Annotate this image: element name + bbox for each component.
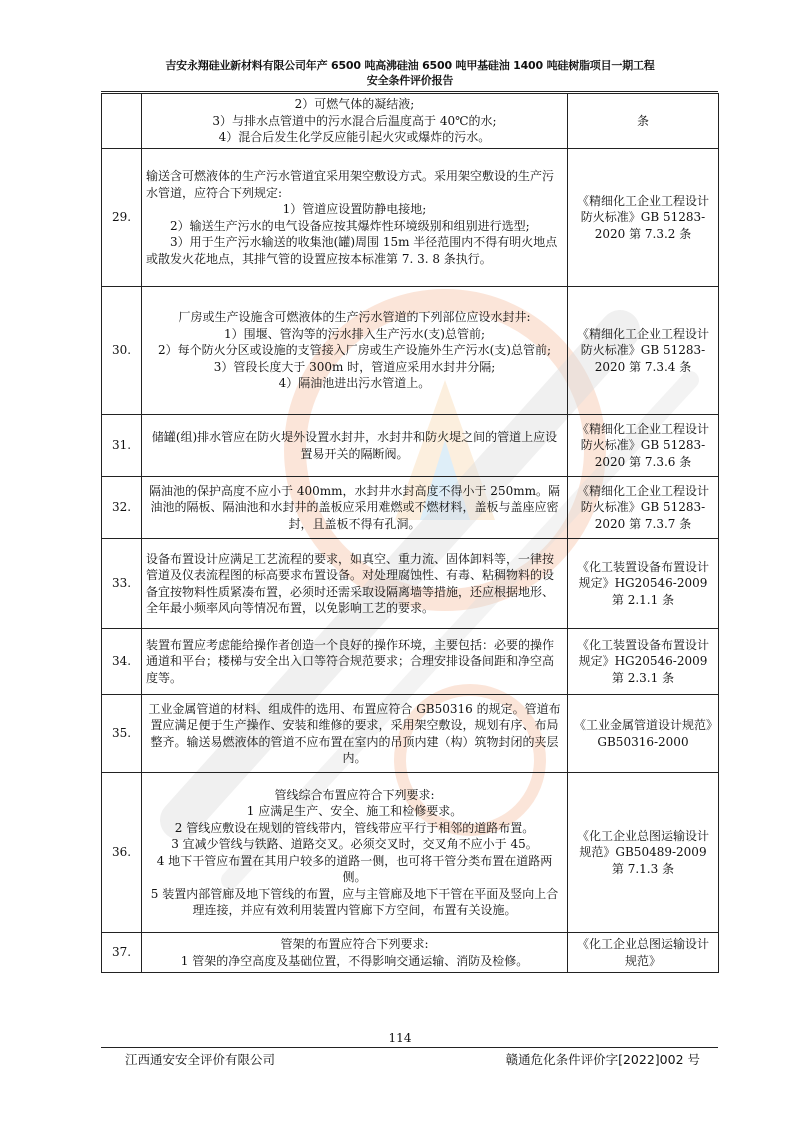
page-number: 114 — [388, 1031, 412, 1045]
requirement-line: 储罐(组)排水管应在防火堤外设置水封井，水封井和防火堤之间的管道上应设置易开关的隔断阀。 — [151, 430, 558, 461]
requirement-content — [142, 149, 568, 287]
requirement-line: 1 管架的净空高度及基础位置，不得影响交通运输、消防及检修。 — [180, 953, 529, 968]
report-title: 吉安永翔硅业新材料有限公司年产 6500 吨高沸硅油 6500 吨甲基硅油 1400 吨硅树脂项目一期工程 — [165, 59, 655, 72]
footer-company: 江西通安安全评价有限公司 — [125, 1052, 276, 1067]
requirement-content — [142, 287, 568, 415]
table-row — [102, 539, 719, 629]
table-row — [102, 94, 719, 149]
standard-reference: 《化工企业总图运输设计规范》GB50489-2009 第 7.1.3 条 — [568, 773, 719, 933]
requirement-line: 厂房或生产设施含可燃液体的生产污水管道的下列部位应设水封井: — [178, 310, 531, 325]
table-row — [102, 287, 719, 415]
requirement-line: 3 宜减少管线与铁路、道路交叉。必须交叉时，交叉角不应小于 45。 — [171, 837, 538, 851]
requirement-content — [142, 539, 568, 629]
row-number: 33. — [102, 539, 142, 629]
requirement-content — [142, 477, 568, 539]
standard-reference: 条 — [568, 94, 719, 149]
row-number: 34. — [102, 629, 142, 695]
report-header — [100, 58, 720, 88]
row-number: 29. — [102, 149, 142, 287]
requirement-content — [142, 415, 568, 477]
header-rule — [101, 91, 718, 92]
requirement-content — [142, 94, 568, 149]
row-number: 30. — [102, 287, 142, 415]
requirement-line: 1 应满足生产、安全、施工和检修要求。 — [246, 804, 463, 818]
requirement-line: 3）与排水点管道中的污水混合后温度高于 40℃的水; — [212, 113, 497, 128]
requirement-line: 2）可燃气体的凝结液; — [294, 97, 415, 112]
requirement-line: 设备布置设计应满足工艺流程的要求，如真空、重力流、固体卸料等，一律按管道及仪表流程图的标高要求布置设备。对处理腐蚀性、有毒、粘稠物料的设备宜按物料性质紧凑布置，必须时还需采取设隔离墙等措施，还应根据地形、全年最小频率风向等情况布置，以免影响工艺的要求。 — [146, 551, 555, 615]
requirement-line: 5 装置内部管廊及地下管线的布置，应与主管廊及地下干管在平面及竖向上合理连接，并应有效利用装置内管廊下方空间，布置有关设施。 — [150, 886, 559, 917]
requirement-line: 2）输送生产污水的电气设备应按其爆炸性环境级别和组别进行选型; — [170, 218, 530, 233]
requirement-line: 管架的布置应符合下列要求: — [280, 937, 429, 951]
requirement-content — [142, 933, 568, 973]
requirement-content — [142, 773, 568, 933]
requirement-line: 3）管段长度大于 300m 时，管道应采用水封井分隔; — [213, 359, 496, 374]
table-row — [102, 149, 719, 287]
requirement-content — [142, 695, 568, 773]
requirement-line: 3）用于生产污水输送的收集池(罐)周围 15m 半径范围内不得有明火地点或散发火花地点，其排气管的设置应按本标准第 7. 3. 8 条执行。 — [146, 235, 558, 266]
requirement-line: 4 地下干管应布置在其用户较多的道路一侧，也可将干管分类布置在道路两侧。 — [156, 853, 553, 884]
table-row — [102, 477, 719, 539]
requirements-table — [101, 93, 719, 973]
requirement-line: 1）围堰、管沟等的污水排入生产污水(支)总管前; — [223, 326, 486, 341]
row-number — [102, 94, 142, 149]
requirement-line: 4）隔油池进出污水管道上。 — [278, 376, 431, 391]
row-number: 31. — [102, 415, 142, 477]
standard-reference: 《化工装置设备布置设计规定》HG20546-2009 第 2.3.1 条 — [568, 629, 719, 695]
standard-reference: 《精细化工企业工程设计防火标准》GB 51283-2020 第 7.3.7 条 — [568, 477, 719, 539]
row-number: 37. — [102, 933, 142, 973]
table-row — [102, 773, 719, 933]
requirement-line: 4）混合后发生化学反应能引起火灾或爆炸的污水。 — [218, 130, 491, 145]
table-row — [102, 933, 719, 973]
requirement-line: 2）每个防火分区或设施的支管接入厂房或生产设施外生产污水(支)总管前; — [157, 343, 552, 358]
requirement-line: 2 管线应敷设在规划的管线带内，管线带应平行于相邻的道路布置。 — [174, 820, 535, 835]
table-row — [102, 629, 719, 695]
requirement-content — [142, 629, 568, 695]
standard-reference: 《精细化工企业工程设计防火标准》GB 51283-2020 第 7.3.6 条 — [568, 415, 719, 477]
table-row — [102, 695, 719, 773]
requirement-line: 管线综合布置应符合下列要求: — [274, 787, 435, 802]
table-row — [102, 415, 719, 477]
requirement-line: 装置布置应考虑能给操作者创造一个良好的操作环境，主要包括：必要的操作通道和平台；楼梯与安全出入口等符合规范要求；合理安排设备间距和净空高度等。 — [146, 637, 555, 685]
standard-reference: 《化工装置设备布置设计规定》HG20546-2009 第 2.1.1 条 — [568, 539, 719, 629]
row-number: 32. — [102, 477, 142, 539]
row-number: 36. — [102, 773, 142, 933]
standard-reference: 《精细化工企业工程设计防火标准》GB 51283-2020 第 7.3.2 条 — [568, 149, 719, 287]
report-subtitle: 安全条件评价报告 — [366, 74, 454, 87]
footer-doc-code: 赣通危化条件评价字[2022]002 号 — [505, 1052, 700, 1067]
requirement-line: 隔油池的保护高度不应小于 400mm，水封井水封高度不得小于 250mm。隔油池的隔板、隔油池和水封井的盖板应采用难燃或不燃材料，盖板与盖座应密封，且盖板不得有孔洞。 — [149, 483, 560, 531]
standard-reference: 《化工企业总图运输设计规范》 — [568, 933, 719, 973]
standard-reference: 《工业金属管道设计规范》GB50316-2000 — [568, 695, 719, 773]
requirement-line: 1）管道应设置防静电接地; — [282, 202, 427, 216]
footer-rule — [101, 1047, 718, 1048]
requirement-line: 工业金属管道的材料、组成件的选用、布置应符合 GB50316 的规定。管道布置应满足便于生产操作、安装和维修的要求，采用架空敷设，规划有序、布局整齐。输送易燃液体的管道不应布置在室内的吊顶内建（构）筑物封闭的夹层内。 — [148, 701, 561, 765]
row-number: 35. — [102, 695, 142, 773]
requirement-line: 输送含可燃液体的生产污水管道宜采用架空敷设方式。采用架空敷设的生产污水管道，应符合下列规定: — [146, 169, 555, 200]
standard-reference: 《精细化工企业工程设计防火标准》GB 51283-2020 第 7.3.4 条 — [568, 287, 719, 415]
